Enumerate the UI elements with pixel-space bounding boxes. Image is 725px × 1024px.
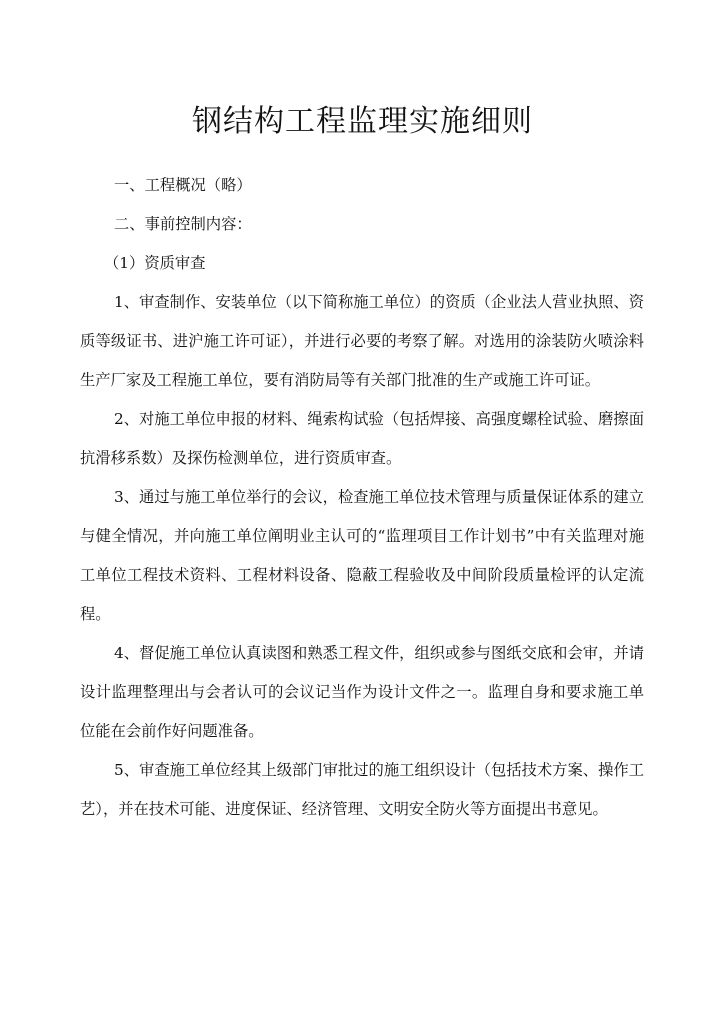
document-body xyxy=(80,166,644,829)
paragraph-item-2: 2、对施工单位申报的材料、绳索构试验（包括焊接、高强度螺栓试验、磨擦面抗滑移系数）及探伤检测单位，进行资质审查。 xyxy=(80,410,644,467)
section-heading-pre-control: 二、事前控制内容： xyxy=(114,215,252,233)
subsection-heading-qualification: （1）资质审查 xyxy=(104,254,206,272)
document-title: 钢结构工程监理实施细则 xyxy=(192,104,533,139)
paragraph-item-3: 3、通过与施工单位举行的会议，检查施工单位技术管理与质量保证体系的建立与健全情况，并向施工单位阐明业主认可的“监理项目工作计划书”中有关监理对施工单位工程技术资料、工程材料设备、隐蔽工程验收及中间阶段质量检评的认定流程。 xyxy=(80,488,644,623)
section-heading-overview: 一、工程概况（略） xyxy=(114,176,252,194)
paragraph-item-5: 5、审查施工单位经其上级部门审批过的施工组织设计（包括技术方案、操作工艺），并在技术可能、进度保证、经济管理、文明安全防火等方面提出书意见。 xyxy=(80,761,644,818)
paragraph-item-4: 4、督促施工单位认真读图和熟悉工程文件，组织或参与图纸交底和会审，并请设计监理整理出与会者认可的会议记当作为设计文件之一。监理自身和要求施工单位能在会前作好问题准备。 xyxy=(80,644,644,740)
paragraph-item-1: 1、审查制作、安装单位（以下简称施工单位）的资质（企业法人营业执照、资质等级证书、进沪施工许可证），并进行必要的考察了解。对选用的涂装防火喷涂料生产厂家及工程施工单位，要有消防局等有关部门批准的生产或施工许可证。 xyxy=(80,293,644,389)
